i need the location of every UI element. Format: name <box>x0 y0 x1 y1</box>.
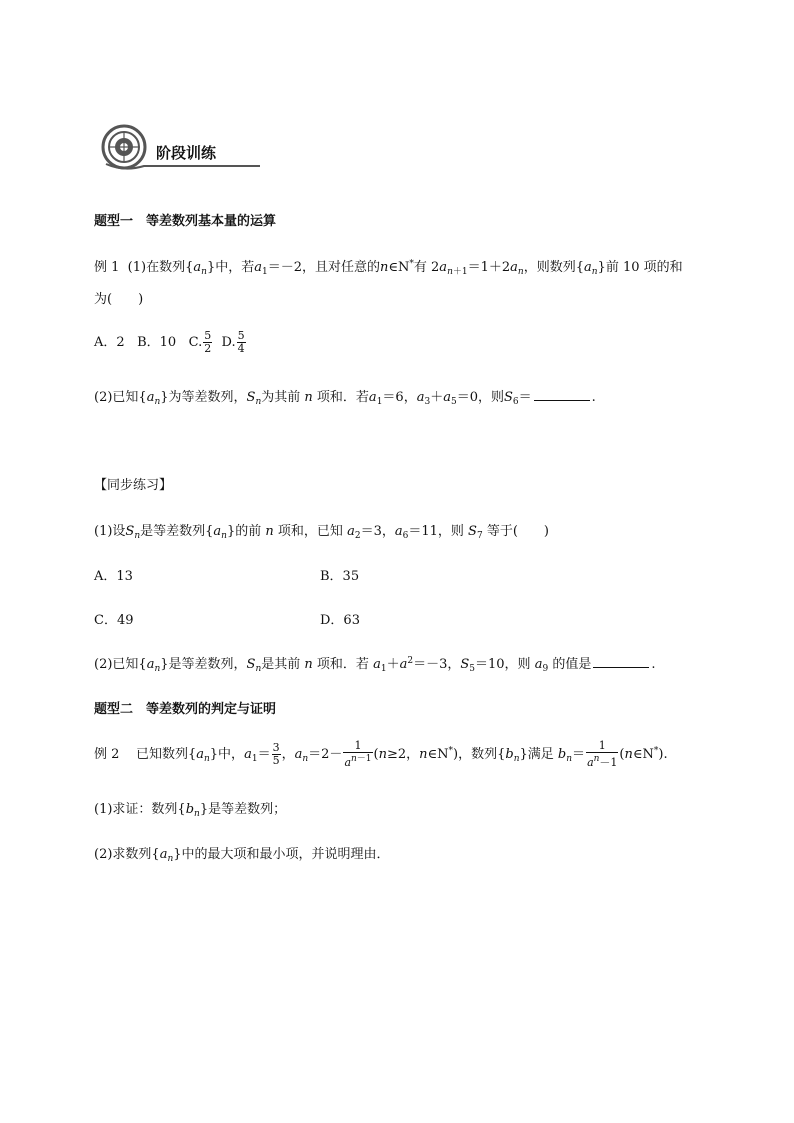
sync-option-c: C．49 <box>94 613 134 628</box>
text: ＝ <box>572 747 586 762</box>
example2-statement: 例 2 已知数列$\{a_n\}$中，$a_1=$ $\frac{3}{5}$ ，$a_n=2-$ $\frac{1}{a^{n-1}}$ (n≥2，n∈N*)，数列$\{b_n\}$满足 $b_n=$ $\frac{1}{a^n-1}$ (n∈N*). <box>94 739 668 769</box>
sync-option-d: D．63 <box>320 613 360 628</box>
text: 是等差数列{ <box>140 524 214 539</box>
text: . <box>651 657 656 672</box>
text: }是等差数列， <box>160 657 247 672</box>
text: (1)求证：数列{ <box>94 802 186 817</box>
text: (2)求数列{ <box>94 847 160 862</box>
text: }中， <box>209 747 245 762</box>
text: (2)已知{ <box>94 657 147 672</box>
section-title: 阶段训练 <box>156 144 217 162</box>
text: }的前 <box>226 524 262 539</box>
text: }中，若 <box>206 260 255 275</box>
example1-options <box>94 330 247 355</box>
text: (1)设 <box>94 524 126 539</box>
text: }是等差数列； <box>199 802 287 817</box>
text: . <box>591 390 596 405</box>
text: ＋ <box>430 390 444 405</box>
text: 的值是 <box>552 657 592 672</box>
option-b: B．10 <box>137 335 177 350</box>
text: ＝10，则 <box>475 657 531 672</box>
text: 项和．若 <box>316 657 369 672</box>
text: 项和，已知 <box>277 524 343 539</box>
text: }中的最大项和最小项，并说明理由． <box>173 847 390 862</box>
text: ( <box>373 747 379 762</box>
text: ＋ <box>386 657 400 672</box>
type1-heading: 题型一 等差数列基本量的运算 <box>94 214 277 229</box>
text: 在数列{ <box>146 260 194 275</box>
text: }为等差数列， <box>160 390 247 405</box>
text: ≥2， <box>386 747 420 762</box>
answer-blank <box>593 655 649 668</box>
sync-heading: 【同步练习】 <box>94 478 173 493</box>
text: }满足 <box>519 747 554 762</box>
part-label: (1) <box>127 260 147 275</box>
text: 已知数列{ <box>135 747 197 762</box>
example2-question2: (2)求数列$\{a_n\}$中的最大项和最小项，并说明理由． <box>94 847 390 864</box>
text: }前 10 项的和 <box>597 260 683 275</box>
sync-option-a: A．13 <box>94 569 133 584</box>
text: ＝2－ <box>308 747 343 762</box>
text: ＝3， <box>360 524 395 539</box>
example2-question1: (1)求证：数列$\{b_n\}$是等差数列； <box>94 802 287 819</box>
text: ＝－2，且对任意的 <box>267 260 380 275</box>
text: ， <box>281 747 295 762</box>
text: 是其前 <box>261 657 301 672</box>
type2-heading: 题型二 等差数列的判定与证明 <box>94 702 277 717</box>
sync-option-b: B．35 <box>320 569 360 584</box>
header-underline <box>100 162 260 172</box>
example1-question2: (2)已知$\{a_n\}$为等差数列，$S_n$为其前 n 项和．若$a_1=6$，$a_3+a_5=0$，则$S_6=$ . <box>94 390 596 407</box>
text: 项和．若 <box>316 390 369 405</box>
text: ). <box>658 747 668 762</box>
text: ＝ <box>518 390 532 405</box>
example2-label: 例 2 <box>94 747 120 762</box>
text: 为其前 <box>261 390 301 405</box>
example1-line2: 为( ) <box>94 292 144 307</box>
example1-line1: 例 1 (1)在数列$\{a_n\}$中，若$a_1=-2$，且对任意的n∈N*有 $2a_{n+1}=1+2a_n$，则数列$\{a_n\}$前 10 项的和 <box>94 259 683 277</box>
option-c-fraction: $\frac{5}{2}$ <box>204 329 212 355</box>
section-header <box>100 124 260 170</box>
text: ，则数列{ <box>523 260 584 275</box>
sync-question2: (2)已知$\{a_n\}$是等差数列，$S_n$是其前 n 项和．若 $a_1+a^2=-3$，$S_5=10$，则 $a_9$ 的值是 . <box>94 656 656 674</box>
text: ∈N <box>427 747 449 762</box>
option-d-label: D. <box>221 335 236 350</box>
text: ＝11，则 <box>408 524 464 539</box>
fraction-a1: $\frac{3}{5}$ <box>272 741 280 767</box>
sync-question1: (1)设$S_n$是等差数列$\{a_n\}$的前 n 项和，已知 $a_2=3$，$a_6=11$，则 $S_7$ 等于( ) <box>94 524 549 541</box>
text: ＝－3， <box>413 657 461 672</box>
fraction-an: $\frac{1}{a^{n-1}}$ <box>344 739 372 769</box>
text: ＝0，则 <box>456 390 504 405</box>
text: ( <box>619 747 625 762</box>
text: ＝6， <box>382 390 417 405</box>
text: 等于( ) <box>486 524 549 539</box>
example1-label: 例 1 <box>94 260 120 275</box>
fraction-bn: $\frac{1}{a^n-1}$ <box>587 739 618 769</box>
option-a: A．2 <box>94 335 125 350</box>
option-c-label: C. <box>188 335 203 350</box>
option-d-fraction: $\frac{5}{4}$ <box>237 329 245 355</box>
text: ＝1＋2 <box>467 260 511 275</box>
text: ∈N <box>632 747 654 762</box>
text: (2)已知{ <box>94 390 147 405</box>
text: ＝ <box>257 747 271 762</box>
text: 有 <box>413 260 427 275</box>
text: ∈N <box>388 260 410 275</box>
answer-blank <box>534 388 590 401</box>
text: )，数列{ <box>453 747 506 762</box>
